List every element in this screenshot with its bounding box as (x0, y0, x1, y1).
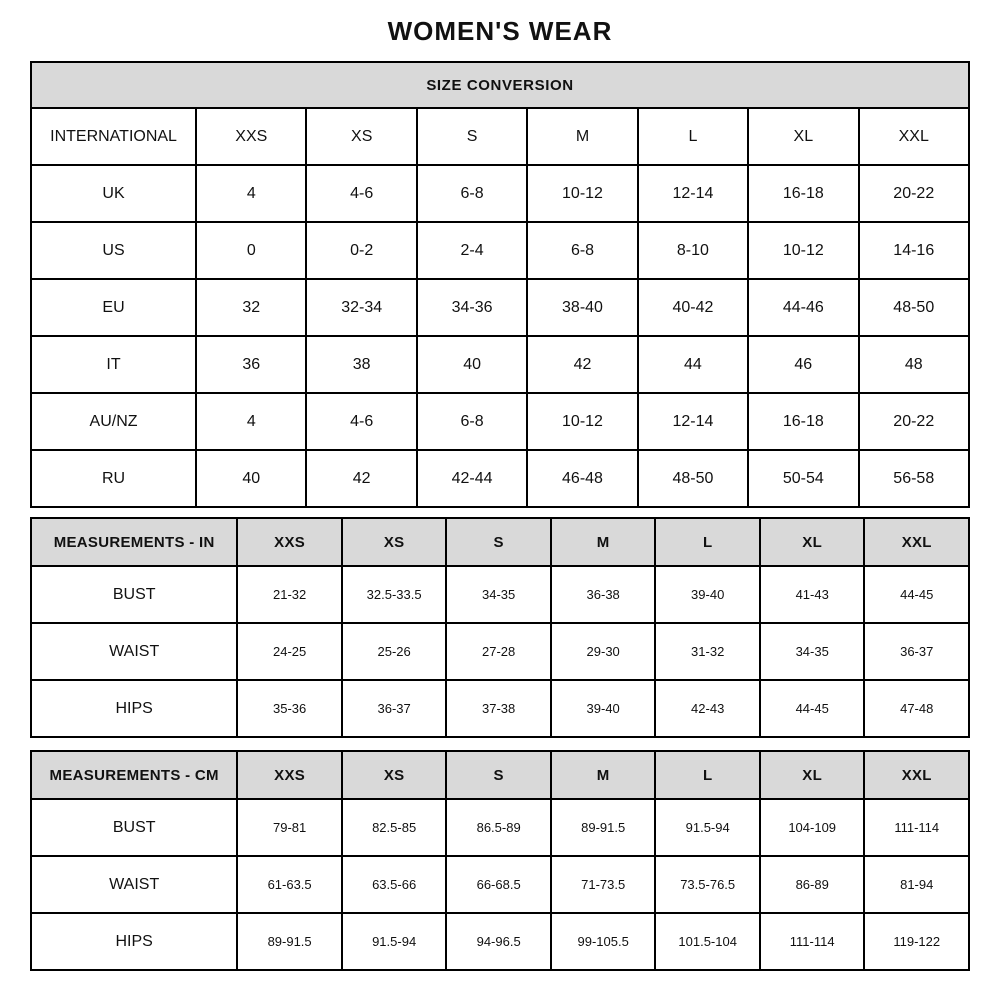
row-label: HIPS (31, 913, 237, 970)
cell: 44-45 (864, 566, 969, 623)
cell: 16-18 (748, 165, 858, 222)
size-conversion-table (30, 61, 970, 508)
cell: 29-30 (551, 623, 656, 680)
cell: 61-63.5 (237, 856, 342, 913)
cell: 16-18 (748, 393, 858, 450)
column-header-s: S (446, 518, 551, 566)
cell: 24-25 (237, 623, 342, 680)
cell: 79-81 (237, 799, 342, 856)
cell: 91.5-94 (655, 799, 760, 856)
cell: 104-109 (760, 799, 865, 856)
page-title: WOMEN'S WEAR (387, 16, 613, 46)
table-row-hips-cm (31, 913, 969, 970)
row-label: IT (31, 336, 196, 393)
column-header-l: L (655, 751, 760, 799)
cell: 32 (196, 279, 306, 336)
table-row-it (31, 336, 969, 393)
column-header-xxs: XXS (237, 751, 342, 799)
cell: 6-8 (527, 222, 637, 279)
cell: 36-37 (342, 680, 447, 737)
cell: 119-122 (864, 913, 969, 970)
table-row-uk (31, 165, 969, 222)
cell: 89-91.5 (551, 799, 656, 856)
row-label: HIPS (31, 680, 237, 737)
column-header-m: M (551, 518, 656, 566)
cell: 44 (638, 336, 748, 393)
column-header-xxs: XXS (237, 518, 342, 566)
cell: 46 (748, 336, 858, 393)
table-row-aunz (31, 393, 969, 450)
cell: 27-28 (446, 623, 551, 680)
cell: 44-46 (748, 279, 858, 336)
cell: 31-32 (655, 623, 760, 680)
row-label: RU (31, 450, 196, 507)
cell: 32-34 (306, 279, 416, 336)
cell: 20-22 (859, 393, 969, 450)
cell: 38-40 (527, 279, 637, 336)
cell: 4 (196, 165, 306, 222)
cell: 99-105.5 (551, 913, 656, 970)
column-header-measurements-in: MEASUREMENTS - IN (31, 518, 237, 566)
cell: 50-54 (748, 450, 858, 507)
cell: 25-26 (342, 623, 447, 680)
table-row-bust-in (31, 566, 969, 623)
cell: 35-36 (237, 680, 342, 737)
cell: 12-14 (638, 393, 748, 450)
cell: 86.5-89 (446, 799, 551, 856)
column-header-xl: XL (760, 751, 865, 799)
cell: 101.5-104 (655, 913, 760, 970)
cell: 40-42 (638, 279, 748, 336)
column-header-measurements-cm: MEASUREMENTS - CM (31, 751, 237, 799)
cell: 56-58 (859, 450, 969, 507)
cell: 94-96.5 (446, 913, 551, 970)
measurements-cm-table (30, 750, 970, 971)
row-label: WAIST (31, 623, 237, 680)
table-row-bust-cm (31, 799, 969, 856)
cell: 36 (196, 336, 306, 393)
cell: 39-40 (655, 566, 760, 623)
table-row-ru (31, 450, 969, 507)
measurements-cm-header-row (31, 751, 969, 799)
cell: 42 (527, 336, 637, 393)
cell: 4-6 (306, 393, 416, 450)
measurements-in-table (30, 517, 970, 738)
cell: 36-38 (551, 566, 656, 623)
cell: 4 (196, 393, 306, 450)
cell: 66-68.5 (446, 856, 551, 913)
row-label: UK (31, 165, 196, 222)
row-label: BUST (31, 799, 237, 856)
row-label: BUST (31, 566, 237, 623)
cell: 73.5-76.5 (655, 856, 760, 913)
cell: 6-8 (417, 165, 527, 222)
table-row-waist-in (31, 623, 969, 680)
cell: 0 (196, 222, 306, 279)
table-row-eu (31, 279, 969, 336)
cell: 12-14 (638, 165, 748, 222)
cell: 6-8 (417, 393, 527, 450)
row-label: WAIST (31, 856, 237, 913)
column-header-xs: XS (306, 108, 416, 165)
size-conversion-caption-row (31, 62, 969, 108)
column-header-l: L (655, 518, 760, 566)
cell: 48-50 (859, 279, 969, 336)
column-header-xs: XS (342, 518, 447, 566)
column-header-xl: XL (760, 518, 865, 566)
row-label: AU/NZ (31, 393, 196, 450)
row-label: EU (31, 279, 196, 336)
cell: 81-94 (864, 856, 969, 913)
table-row-waist-cm (31, 856, 969, 913)
column-header-l: L (638, 108, 748, 165)
column-header-s: S (417, 108, 527, 165)
size-conversion-caption: SIZE CONVERSION (31, 62, 969, 108)
cell: 91.5-94 (342, 913, 447, 970)
cell: 111-114 (864, 799, 969, 856)
cell: 10-12 (748, 222, 858, 279)
cell: 37-38 (446, 680, 551, 737)
column-header-xl: XL (748, 108, 858, 165)
cell: 10-12 (527, 165, 637, 222)
cell: 10-12 (527, 393, 637, 450)
cell: 40 (196, 450, 306, 507)
cell: 38 (306, 336, 416, 393)
cell: 48-50 (638, 450, 748, 507)
column-header-xxl: XXL (859, 108, 969, 165)
cell: 0-2 (306, 222, 416, 279)
table-row-hips-in (31, 680, 969, 737)
cell: 34-36 (417, 279, 527, 336)
row-label: US (31, 222, 196, 279)
cell: 8-10 (638, 222, 748, 279)
cell: 41-43 (760, 566, 865, 623)
cell: 40 (417, 336, 527, 393)
cell: 2-4 (417, 222, 527, 279)
column-header-m: M (551, 751, 656, 799)
column-header-xxl: XXL (864, 751, 969, 799)
cell: 42 (306, 450, 416, 507)
cell: 63.5-66 (342, 856, 447, 913)
cell: 36-37 (864, 623, 969, 680)
cell: 89-91.5 (237, 913, 342, 970)
cell: 32.5-33.5 (342, 566, 447, 623)
cell: 39-40 (551, 680, 656, 737)
cell: 71-73.5 (551, 856, 656, 913)
column-header-xs: XS (342, 751, 447, 799)
column-header-international: INTERNATIONAL (31, 108, 196, 165)
cell: 86-89 (760, 856, 865, 913)
column-header-s: S (446, 751, 551, 799)
column-header-xxs: XXS (196, 108, 306, 165)
column-header-xxl: XXL (864, 518, 969, 566)
cell: 4-6 (306, 165, 416, 222)
cell: 34-35 (760, 623, 865, 680)
cell: 46-48 (527, 450, 637, 507)
cell: 14-16 (859, 222, 969, 279)
table-row-us (31, 222, 969, 279)
cell: 48 (859, 336, 969, 393)
column-header-m: M (527, 108, 637, 165)
cell: 42-43 (655, 680, 760, 737)
cell: 44-45 (760, 680, 865, 737)
cell: 111-114 (760, 913, 865, 970)
size-conversion-header-row (31, 108, 969, 165)
cell: 47-48 (864, 680, 969, 737)
cell: 82.5-85 (342, 799, 447, 856)
cell: 21-32 (237, 566, 342, 623)
measurements-in-header-row (31, 518, 969, 566)
cell: 20-22 (859, 165, 969, 222)
cell: 42-44 (417, 450, 527, 507)
cell: 34-35 (446, 566, 551, 623)
